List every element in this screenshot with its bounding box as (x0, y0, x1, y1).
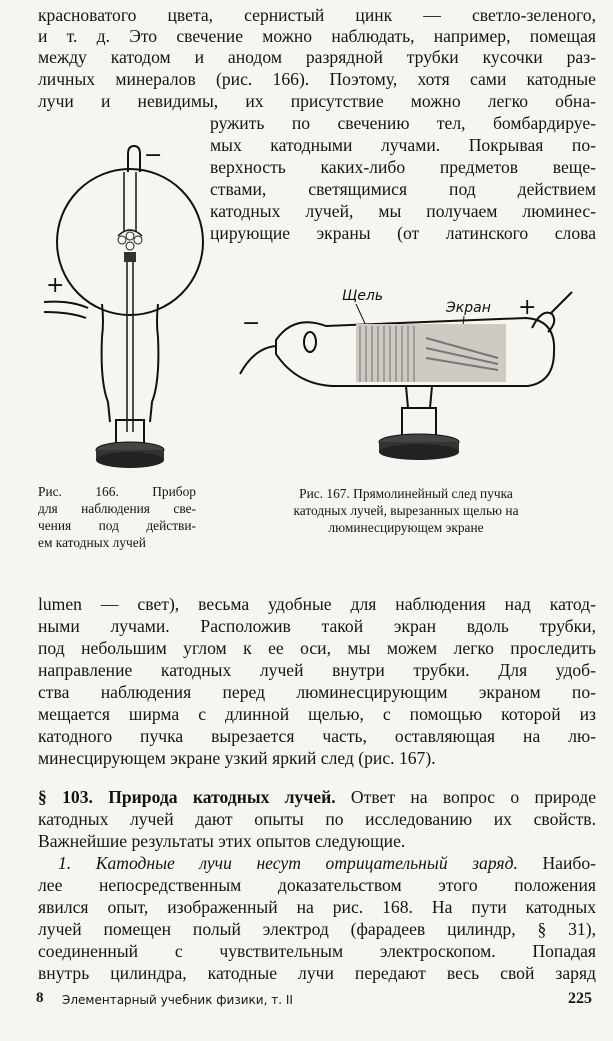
text-span: Ответ на вопрос о природе (335, 787, 596, 807)
text-line: мещается ширма с длинной щелью, с помощью которой из (38, 704, 596, 724)
signature-mark: 8 (36, 990, 44, 1006)
text-line: ружить по свечению тел, бомбардируе- (210, 113, 596, 133)
text-line: и т. д. Это свечение можно наблюдать, например, помещая (38, 26, 596, 46)
text-line: катодных лучей, мы получаем люминес- (210, 201, 596, 221)
figure-167-caption (238, 485, 574, 536)
text-span: Наибо- (517, 853, 596, 873)
caption-line: люминесцирующем экране (328, 520, 484, 535)
running-title: Элементарный учебник физики, т. II (62, 993, 293, 1007)
text-line: ствами, светящимися под действием (210, 179, 596, 199)
text-line: мых катодными лучами. Покрывая по- (210, 135, 596, 155)
italic-statement: 1. Катодные лучи несут отрицательный заряд. (58, 853, 518, 873)
text-line: цирующие экраны (от латинского слова (210, 223, 596, 243)
text-line: минесцирующем экране узкий яркий след (рис. 167). (38, 748, 436, 768)
fig167-label-screen: Экран (446, 300, 491, 316)
page-number: 225 (568, 990, 592, 1007)
text-line: явился опыт, изображенный на рис. 168. На пути катодных (38, 897, 596, 917)
figure-166-caption (38, 483, 196, 551)
text-line: катодного пучка вырезается часть, оставляющая на лю- (38, 726, 596, 746)
text-line: Важнейшие результаты этих опытов следующие. (38, 831, 406, 851)
text-line: красноватого цвета, сернистый цинк — светло-зеленого, (38, 5, 596, 25)
text-line: ными лучами. Расположив такой экран вдоль трубки, (38, 616, 596, 636)
text-line: lumen — свет), весьма удобные для наблюдения над катод- (38, 594, 596, 614)
fig167-plus-sign: + (518, 295, 537, 320)
caption-line: для наблюдения све- (38, 501, 196, 516)
text-line: направление катодных лучей внутри трубки. Для удоб- (38, 660, 596, 680)
text-line: лучей помещен полый электрод (фарадеев цилиндр, § 31), (38, 919, 596, 939)
text-line: под небольшим углом к ее оси, мы можем легко проследить (38, 638, 596, 658)
fig167-minus-sign: − (242, 311, 261, 336)
caption-line: катодных лучей, вырезанных щелью на (293, 503, 519, 518)
text-line: ства наблюдения перед люминесцирующим экраном по- (38, 682, 596, 702)
fig167-label-slit: Щель (342, 288, 384, 304)
caption-line: Рис. 166. Прибор (38, 484, 196, 499)
text-line: между катодом и анодом разрядной трубки кусочки раз- (38, 47, 596, 67)
section-heading: § 103. Природа катодных лучей. (38, 787, 336, 807)
text-line: личных минералов (рис. 166). Поэтому, хотя сами катодные (38, 69, 596, 89)
text-line: лучи и невидимы, их присутствие можно легко обна- (38, 91, 596, 111)
text-line: внутрь цилиндра, катодные лучи передают весь свой заряд (38, 963, 596, 983)
figure-166-illustration (30, 132, 210, 472)
fig166-plus-sign: + (46, 273, 65, 298)
caption-line: ем катодных лучей (38, 535, 146, 550)
caption-line: Рис. 167. Прямолинейный след пучка (299, 486, 513, 501)
section-heading-line (38, 787, 596, 808)
item-line (58, 853, 596, 874)
text-line: катодных лучей дают опыты по исследованию их свойств. (38, 809, 596, 829)
text-line: лее непосредственным доказательством этого положения (38, 875, 596, 895)
figure-167-illustration (236, 278, 588, 474)
caption-line: чения под действи- (38, 518, 196, 533)
text-line: верхность каких-либо предметов веще- (210, 157, 596, 177)
text-line: соединенный с чувствительным электроскопом. Попадая (38, 941, 596, 961)
fig166-minus-sign: − (144, 143, 163, 168)
